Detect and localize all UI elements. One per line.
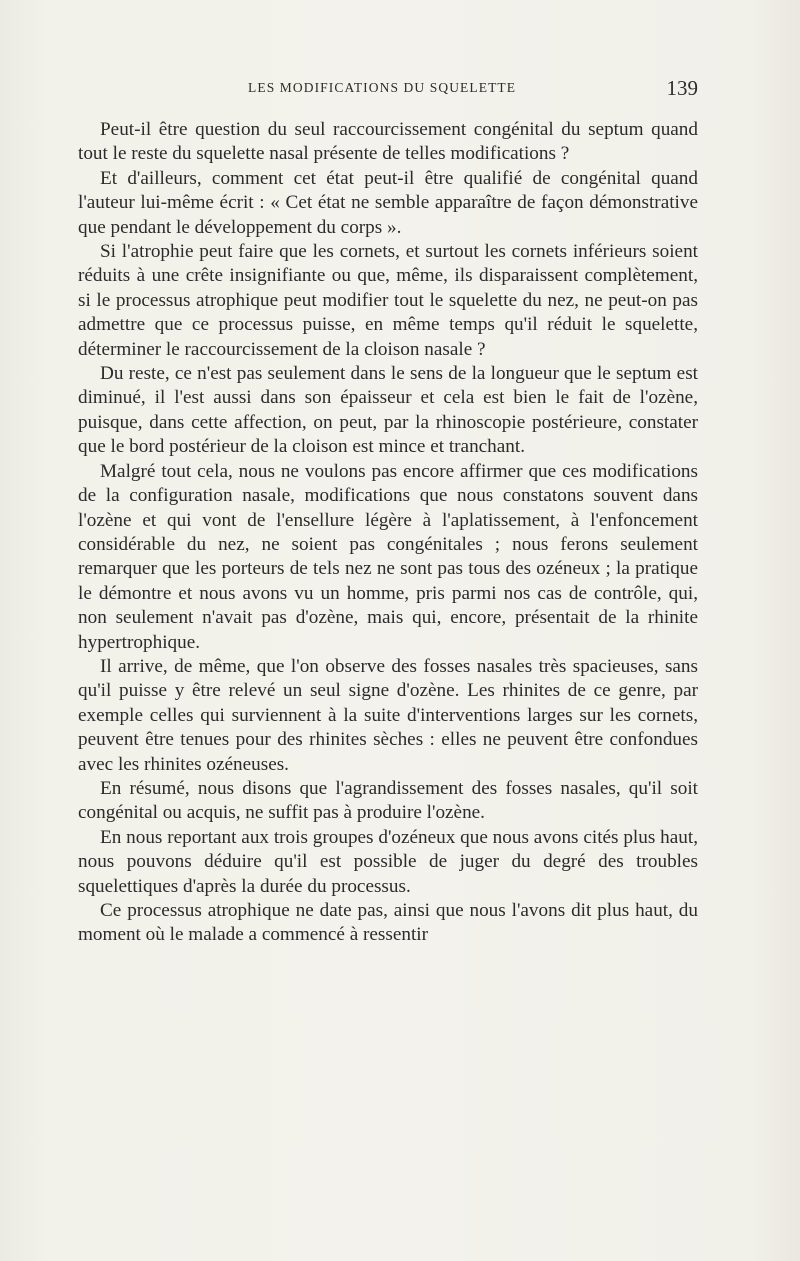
paragraph-3: Si l'atrophie peut faire que les cornets, et surtout les cornets inférieurs soient réduits à une crête insignifiante ou que, même, ils disparaissent complètement, si le processus atrophique peut modifier tout le squelette du nez, ne peut-on pas admettre que ce processus puisse, en même temps qu'il réduit le squelette, déterminer le raccourcissement de la cloison nasale ? xyxy=(78,241,698,360)
paragraph-6: Il arrive, de même, que l'on observe des fosses nasales très spacieuses, sans qu'il puisse y être relevé un seul signe d'ozène. Les rhinites de ce genre, par exemple celles qui surviennent à la suite d'interventions larges sur les cornets, peuvent être tenues pour des rhinites sèches : elles ne peuvent être confondues avec les rhinites ozéneuses. xyxy=(78,655,698,775)
paragraph-9: Ce processus atrophique ne date pas, ainsi que nous l'avons dit plus haut, du moment où le malade a commencé à ressentir xyxy=(78,900,698,946)
page-header xyxy=(78,76,698,102)
paragraph-7: En résumé, nous disons que l'agrandissement des fosses nasales, qu'il soit congénital ou acquis, ne suffit pas à produire l'ozène. xyxy=(78,777,698,824)
paragraph-4: Du reste, ce n'est pas seulement dans le sens de la longueur que le septum est diminué, il l'est aussi dans son épaisseur et cela est bien le fait de l'ozène, puisque, dans cette affection, on peut, par la rhinoscopie postérieure, constater que le bord postérieur de la cloison est mince et tranchant. xyxy=(78,363,698,458)
paragraph-5: Malgré tout cela, nous ne voulons pas encore affirmer que ces modifications de la configuration nasale, modifications que nous constatons souvent dans l'ozène et qui vont de l'ensellure légère à l'aplatissement, à l'enfoncement considérable du nez, ne soient pas congénitales ; nous ferons seulement remarquer que les porteurs de tels nez ne sont pas tous des ozéneux ; la pratique le démontre et nous avons vu un homme, pris parmi nos cas de contrôle, qui, non seulement n'avait pas d'ozène, mais qui, encore, présentait de la rhinite hypertrophique. xyxy=(78,460,698,653)
page-number: 139 xyxy=(666,76,698,100)
body-text xyxy=(78,118,698,948)
running-title: LES MODIFICATIONS DU SQUELETTE xyxy=(248,80,517,95)
paragraph-2: Et d'ailleurs, comment cet état peut-il être qualifié de congénital quand l'auteur lui-même écrit : « Cet état ne semble apparaître de façon démonstrative que pendant le développement du corps ». xyxy=(78,167,698,238)
paragraph-1: Peut-il être question du seul raccourcissement congénital du septum quand tout le reste du squelette nasal présente de telles modifications ? xyxy=(78,119,698,165)
paragraph-8: En nous reportant aux trois groupes d'ozéneux que nous avons cités plus haut, nous pouvons déduire qu'il est possible de juger du degré des troubles squelettiques d'après la durée du processus. xyxy=(78,826,698,897)
